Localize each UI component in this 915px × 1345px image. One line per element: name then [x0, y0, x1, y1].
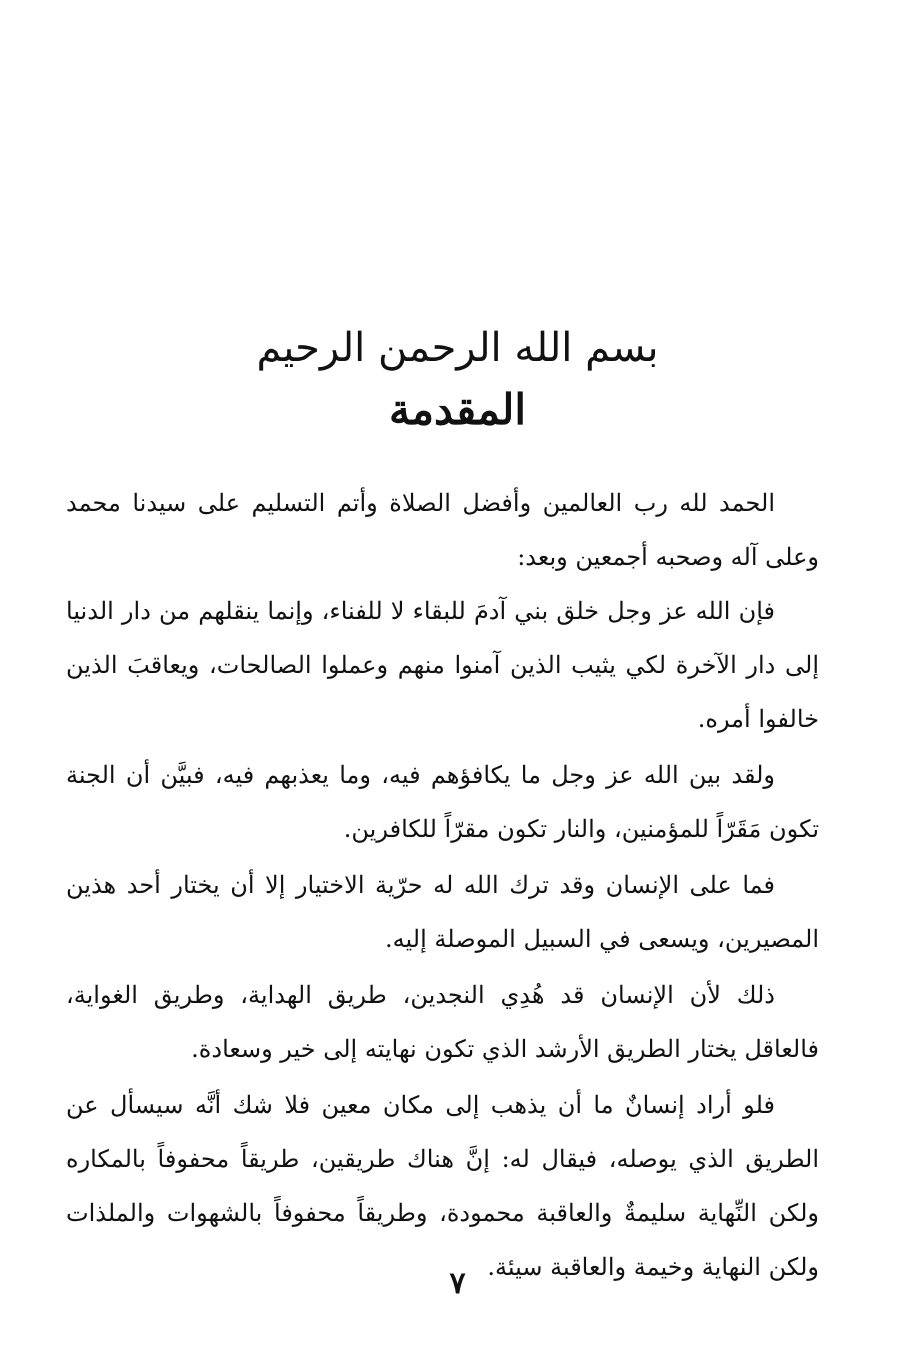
paragraph-2: فإن الله عز وجل خلق بني آدمَ للبقاء لا للفناء، وإنما ينقلهم من دار الدنيا إلى دار الآخرة لكي يثيب الذين آمنوا منهم وعملوا الصالحات، ويعاقبَ الذين خالفوا أمره.: [66, 597, 820, 733]
page-number: ٧: [449, 1266, 466, 1301]
paragraph-3: ولقد بين الله عز وجل ما يكافؤهم فيه، وما يعذبهم فيه، فبيَّن أن الجنة تكون مَقَرّاً للمؤمنين، والنار تكون مقرّاً للكافرين.: [66, 761, 819, 843]
basmala-heading: بسم الله الرحمن الرحيم: [256, 325, 659, 371]
paragraph-1: الحمد لله رب العالمين وأفضل الصلاة وأتم التسليم على سيدنا محمد وعلى آله وصحبه أجمعين وبعد:: [66, 489, 819, 571]
paragraph-5: ذلك لأن الإنسان قد هُدِي النجدين، طريق الهداية، وطريق الغواية، فالعاقل يختار الطريق الأرشد الذي تكون نهايته إلى خير وسعادة.: [66, 981, 819, 1063]
paragraph-6: فلو أراد إنسانٌ ما أن يذهب إلى مكان معين فلا شك أنَّه سيسأل عن الطريق الذي يوصله، فيقال له: إنَّ هناك طريقين، طريقاً محفوفاً بالمكاره ولكن النِّهاية سليمةٌ والعاقبة محمودة، وطريقاً محفوفاً بالشهوات والملذات ولكن النهاية وخيمة والعاقبة سيئة.: [66, 1091, 819, 1281]
page-title: المقدمة: [388, 385, 527, 434]
paragraph-4: فما على الإنسان وقد ترك الله له حرّية الاختيار إلا أن يختار أحد هذين المصيرين، ويسعى في السبيل الموصلة إليه.: [66, 871, 819, 953]
page-body: [66, 476, 819, 1296]
